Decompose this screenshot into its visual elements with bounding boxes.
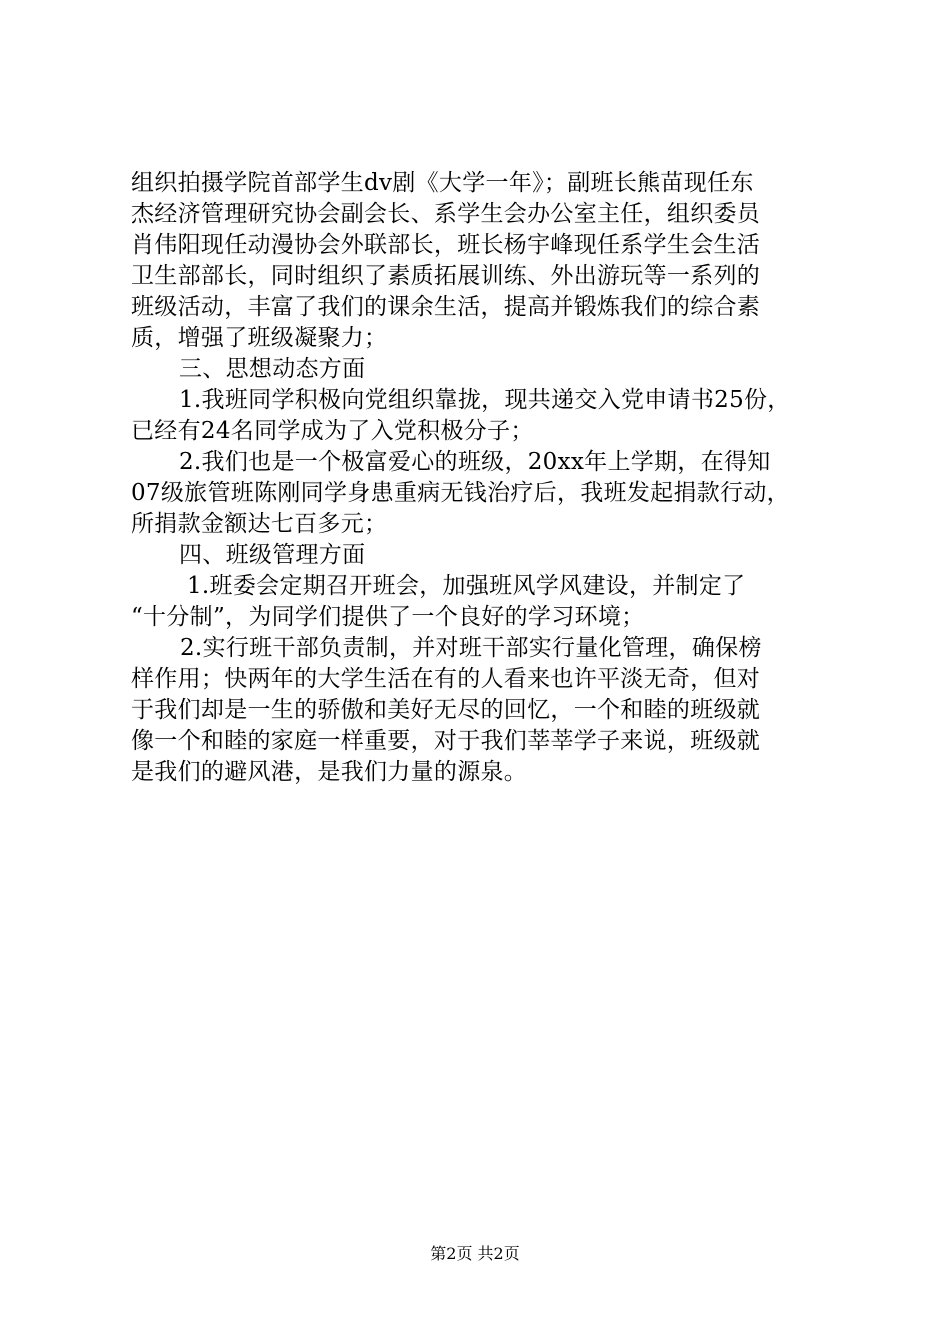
body-line: 肖伟阳现任动漫协会外联部长，班长杨宇峰现任系学生会生活	[131, 232, 761, 258]
body-line: 班级活动，丰富了我们的课余生活，提高并锻炼我们的综合素	[131, 294, 761, 320]
body-line: 1.班委会定期召开班会，加强班风学风建设，并制定了	[187, 573, 746, 599]
body-line: 2.我们也是一个极富爱心的班级，20xx年上学期，在得知	[179, 449, 771, 475]
body-line: 质，增强了班级凝聚力；	[131, 325, 388, 351]
section-heading-management: 四、班级管理方面	[179, 542, 366, 568]
body-line: 像一个和睦的家庭一样重要，对于我们莘莘学子来说，班级就	[131, 728, 761, 754]
body-line: “十分制”，为同学们提供了一个良好的学习环境；	[131, 604, 645, 630]
body-line: 1.我班同学积极向党组织靠拢，现共递交入党申请书25份，	[179, 387, 791, 413]
section-heading-thought: 三、思想动态方面	[179, 356, 366, 382]
page-number-footer: 第2页 共2页	[430, 1244, 520, 1263]
body-line: 07级旅管班陈刚同学身患重病无钱治疗后，我班发起捐款行动，	[131, 480, 790, 506]
body-line: 2.实行班干部负责制，并对班干部实行量化管理，确保榜	[180, 635, 762, 661]
body-line: 于我们却是一生的骄傲和美好无尽的回忆，一个和睦的班级就	[131, 697, 761, 723]
body-line: 是我们的避风港，是我们力量的源泉。	[131, 759, 528, 785]
document-body	[131, 168, 831, 788]
body-line: 卫生部部长，同时组织了素质拓展训练、外出游玩等一系列的	[131, 263, 761, 289]
body-line: 杰经济管理研究协会副会长、系学生会办公室主任，组织委员	[131, 201, 761, 227]
body-line: 样作用；快两年的大学生活在有的人看来也许平淡无奇，但对	[131, 666, 761, 692]
body-line: 组织拍摄学院首部学生dv剧《大学一年》；副班长熊苗现任东	[131, 170, 754, 196]
body-line: 所捐款金额达七百多元；	[131, 511, 388, 537]
body-line: 已经有24名同学成为了入党积极分子；	[131, 418, 534, 444]
